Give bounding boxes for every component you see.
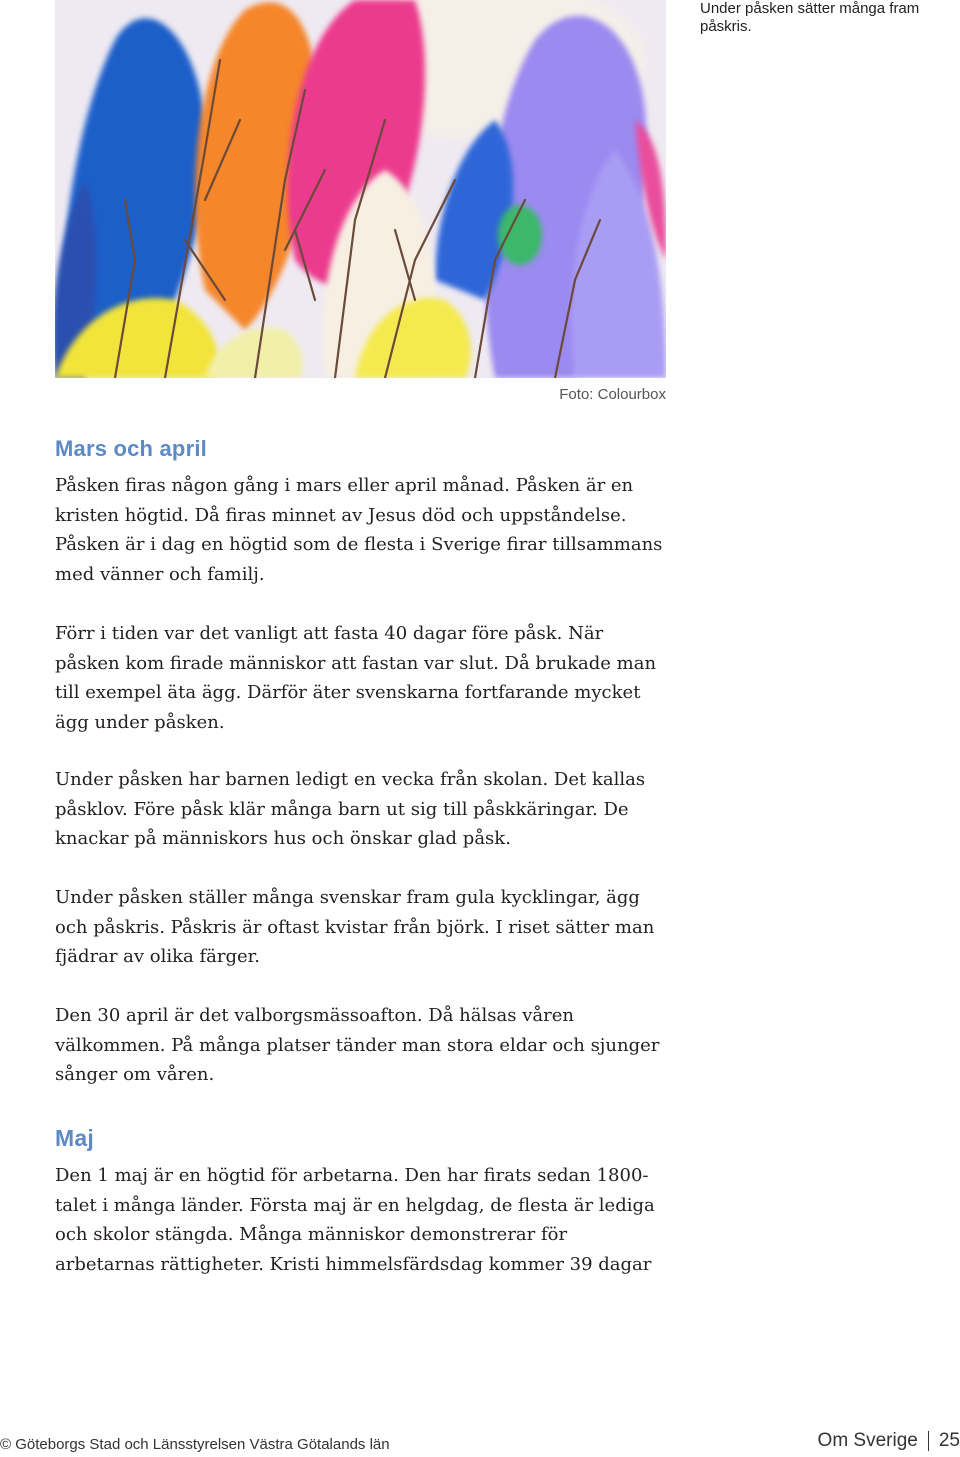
- photo-caption: Under påsken sätter många fram påskris.: [700, 0, 920, 35]
- paragraph: Under påsken ställer många svenskar fram gula kycklingar, ägg och påskris. Påskris är oftast kvistar från björk. I riset sätter man fjädrar av olika färger.: [55, 887, 655, 968]
- paragraph: Den 1 maj är en högtid för arbetarna. Den har firats sedan 1800-talet i många länder. Första maj är en helgdag, de flesta är lediga och skolor stängda. Många människor demonstrerar för arbetarnas rättigheter. Kristi himmelsfärdsdag kommer 39 dagar: [55, 1165, 655, 1275]
- section-heading-maj: Maj: [55, 1125, 94, 1151]
- paragraph: Förr i tiden var det vanligt att fasta 40 dagar före påsk. När påsken kom firade människor att fastan var slut. Då brukade man till exempel äta ägg. Därför äter svenskarna fortfarande mycket ägg under påsken.: [55, 623, 657, 733]
- section-heading-mars-april: Mars och april: [55, 436, 207, 461]
- paragraph: Den 30 april är det valborgsmässoafton. Då hälsas våren välkommen. På många platser tänder man stora eldar och sjunger sånger om våren.: [55, 1005, 660, 1086]
- feather-photo: [55, 0, 666, 378]
- footer-page-info: [818, 1430, 960, 1452]
- footer-section-title: Om Sverige: [817, 1430, 918, 1451]
- footer-divider: [928, 1431, 929, 1451]
- easter-feathers-image: [55, 0, 666, 378]
- page-number: 25: [938, 1430, 960, 1451]
- footer-copyright: © Göteborgs Stad och Länsstyrelsen Västra Götalands län: [0, 1436, 390, 1453]
- photo-credit: Foto: Colourbox: [559, 386, 666, 403]
- paragraph: Under påsken har barnen ledigt en vecka från skolan. Det kallas påsklov. Före påsk klär många barn ut sig till påskkäringar. De knackar på människors hus och önskar glad påsk.: [55, 769, 646, 850]
- paragraph: Påsken firas någon gång i mars eller april månad. Påsken är en kristen högtid. Då firas minnet av Jesus död och uppståndelse. Påsken är i dag en högtid som de flesta i Sverige firar tillsammans med vänner och familj.: [55, 475, 663, 585]
